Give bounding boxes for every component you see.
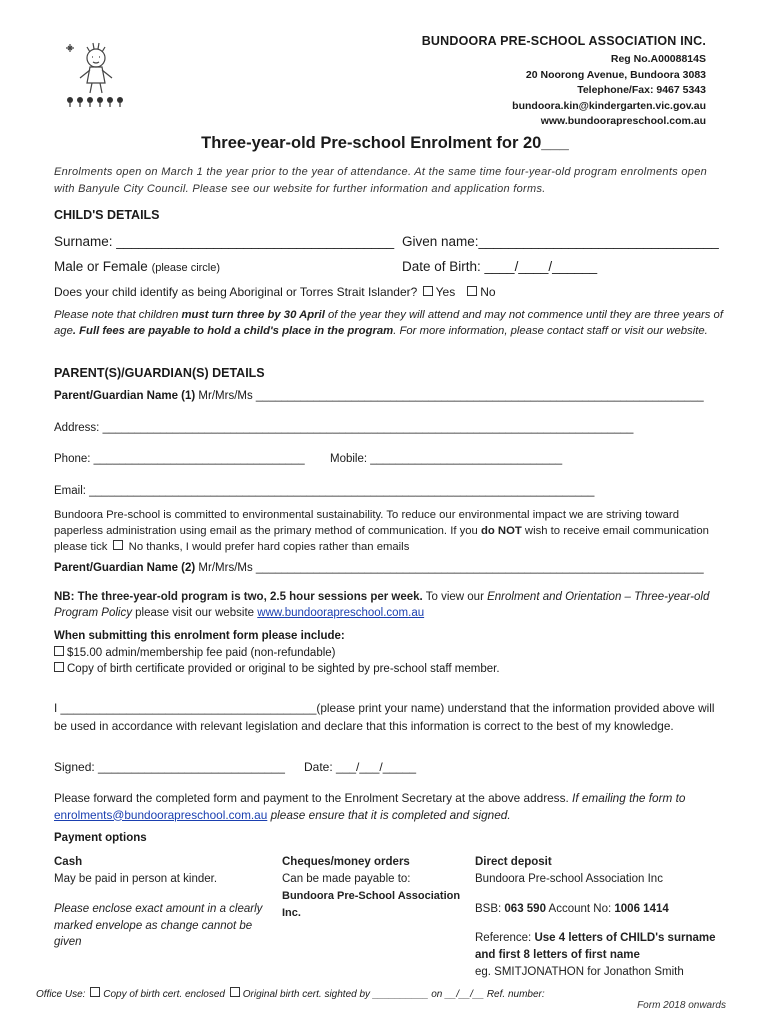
reference-value: Use 4 letters of CHILD's surname and first 8 letters of first name: [475, 932, 716, 961]
dob-field[interactable]: Date of Birth: ____/____/______: [402, 259, 598, 274]
guardian-2-field[interactable]: [54, 562, 704, 574]
org-website: www.bundoorapreschool.com.au: [540, 115, 706, 127]
birth-cert-text: Copy of birth certificate provided or original to be sighted by pre-school staff member.: [67, 663, 500, 675]
bsb-label: BSB:: [475, 903, 505, 915]
office-use-line: [36, 987, 545, 1000]
nb-bold: NB: The three-year-old program is two, 2.5 hour sessions per week.: [54, 591, 423, 603]
env-text-d: No thanks, I would prefer hard copies rather than emails: [125, 541, 410, 553]
env-text-c: wish to receive email communication please tick: [54, 525, 709, 553]
age-note-a: Please note that children: [54, 309, 182, 321]
forward-italic-1: If emailing the form to: [568, 791, 686, 805]
preschool-logo: [60, 38, 132, 108]
date-field[interactable]: Date: ___/___/_____: [304, 760, 417, 774]
age-note-c: of the year they will attend and may not commence until they are three years of age: [54, 309, 723, 337]
given-name-field[interactable]: Given name:________________________________: [402, 234, 719, 249]
office-item-2: Original birth cert. sighted by __________ on __/__/__ Ref. number:: [242, 989, 545, 1000]
dd-bank-details: [475, 901, 725, 918]
reg-number: Reg No.A0008814S: [610, 53, 706, 65]
account-label: Account No:: [545, 903, 615, 915]
gender-field[interactable]: [54, 259, 220, 274]
email-field[interactable]: Email: _______________________________________________________________________________: [54, 485, 595, 497]
no-checkbox[interactable]: [467, 286, 477, 296]
org-address: 20 Noorong Avenue, Bundoora 3083: [525, 68, 706, 81]
cheque-payee: Bundoora Pre-School Association Inc.: [282, 890, 461, 919]
forward-note: [54, 790, 724, 823]
dd-reference: [475, 930, 725, 964]
org-name: BUNDOORA PRE-SCHOOL ASSOCIATION INC.: [421, 34, 706, 48]
guardian-1-line: Mr/Mrs/Ms ______________________________________________________________________: [195, 390, 704, 402]
nb-text-2: please visit our website: [131, 607, 258, 619]
env-text-b: do NOT: [480, 525, 522, 537]
form-version-footer: Form 2018 onwards: [637, 1000, 726, 1011]
guardian-2-label: Parent/Guardian Name (2): [54, 562, 196, 574]
cash-title: Cash: [54, 856, 83, 868]
phone-field[interactable]: Phone: _________________________________: [54, 453, 305, 465]
office-birth-cert-checkbox[interactable]: [90, 987, 100, 997]
parent-details-heading: PARENT(S)/GUARDIAN(S) DETAILS: [54, 366, 265, 380]
gender-note: (please circle): [151, 262, 221, 274]
website-link[interactable]: www.bundoorapreschool.com.au: [257, 607, 425, 619]
fee-checkbox[interactable]: [54, 646, 64, 656]
fee-text: $15.00 admin/membership fee paid (non-refundable): [67, 647, 336, 659]
environment-note: [54, 507, 724, 555]
child-details-heading: CHILD'S DETAILS: [54, 208, 160, 222]
no-label: No: [480, 285, 496, 299]
cheque-column: [282, 854, 462, 922]
forward-italic-2: please ensure that it is completed and signed.: [267, 807, 511, 822]
org-email: bundoora.kin@kindergarten.vic.gov.au: [512, 99, 706, 112]
office-sighted-checkbox[interactable]: [230, 987, 240, 997]
payment-heading: Payment options: [54, 832, 147, 844]
cash-line: May be paid in person at kinder.: [54, 873, 218, 885]
hard-copy-checkbox[interactable]: [113, 540, 123, 550]
age-note-e: . For more information, please contact staff or visit our website.: [393, 324, 708, 337]
aboriginal-question-text: Does your child identify as being Aboriginal or Torres Strait Islander?: [54, 285, 418, 299]
declaration-text[interactable]: I _______________________________________(please print your name) understand that the information provided above will be used in accordance with relevant legislation and declare that this information is correct to the best of my knowledge.: [54, 701, 715, 733]
nb-policy: Enrolment and Orientation – Three-year-old Program Policy: [54, 591, 710, 619]
reference-label: Reference:: [475, 932, 535, 944]
address-field[interactable]: Address: ___________________________________________________________________________________: [54, 422, 634, 434]
form-title: Three-year-old Pre-school Enrolment for 20___: [201, 134, 569, 152]
aboriginal-question: [54, 285, 496, 299]
cheque-title: Cheques/money orders: [282, 856, 410, 868]
mobile-field[interactable]: Mobile: ______________________________: [330, 453, 563, 465]
office-use-label: Office Use:: [36, 989, 86, 1000]
office-item-1: Copy of birth cert. enclosed: [103, 989, 225, 1000]
dd-title: Direct deposit: [475, 856, 552, 868]
dd-reference-example: eg. SMITJONATHON for Jonathon Smith: [475, 966, 684, 978]
checklist-item-birth-cert: [52, 662, 500, 675]
signed-field[interactable]: Signed: ____________________________: [54, 760, 285, 774]
bsb-value: 063 590: [504, 903, 546, 915]
nb-text: To view our: [422, 591, 488, 603]
intro-text: Enrolments open on March 1 the year prior to the year of attendance. At the same time four-year-old program enrolments open with Banyule City Council. Please see our website for further information and application forms.: [54, 166, 708, 195]
gender-options: Male or Female: [54, 259, 148, 274]
env-text-a: Bundoora Pre-school is committed to environmental sustainability. To reduce our environmental impact we are striving toward paperless administration using email as the primary method of communication. If you: [54, 509, 679, 537]
organisation-header: [422, 34, 706, 130]
age-note: [54, 308, 724, 339]
guardian-1-label: Parent/Guardian Name (1): [54, 390, 196, 402]
org-phone: Telephone/Fax: 9467 5343: [577, 84, 706, 96]
cash-note: Please enclose exact amount in a clearly marked envelope as change cannot be given: [54, 903, 263, 948]
age-note-b: must turn three by 30 April: [181, 309, 325, 321]
dd-account-name: Bundoora Pre-school Association Inc: [475, 873, 663, 885]
yes-label: Yes: [435, 285, 456, 299]
forward-text: Please forward the completed form and payment to the Enrolment Secretary at the above address.: [54, 791, 569, 805]
checklist-item-fee: [52, 646, 336, 659]
direct-deposit-column: [475, 854, 725, 981]
cash-column: [54, 854, 269, 951]
birth-cert-checkbox[interactable]: [54, 662, 64, 672]
cheque-line: Can be made payable to:: [282, 873, 411, 885]
yes-checkbox[interactable]: [423, 286, 433, 296]
guardian-2-line: Mr/Mrs/Ms ______________________________________________________________________: [195, 562, 704, 574]
account-value: 1006 1414: [614, 903, 669, 915]
guardian-1-field[interactable]: [54, 390, 704, 402]
age-note-d: . Full fees are payable to hold a child's place in the program: [72, 324, 394, 337]
submit-heading: When submitting this enrolment form please include:: [54, 630, 345, 642]
surname-field[interactable]: Surname: _____________________________________: [54, 234, 395, 249]
enrolments-email-link[interactable]: enrolments@bundoorapreschool.com.au: [54, 807, 268, 822]
nb-note: [54, 589, 724, 621]
